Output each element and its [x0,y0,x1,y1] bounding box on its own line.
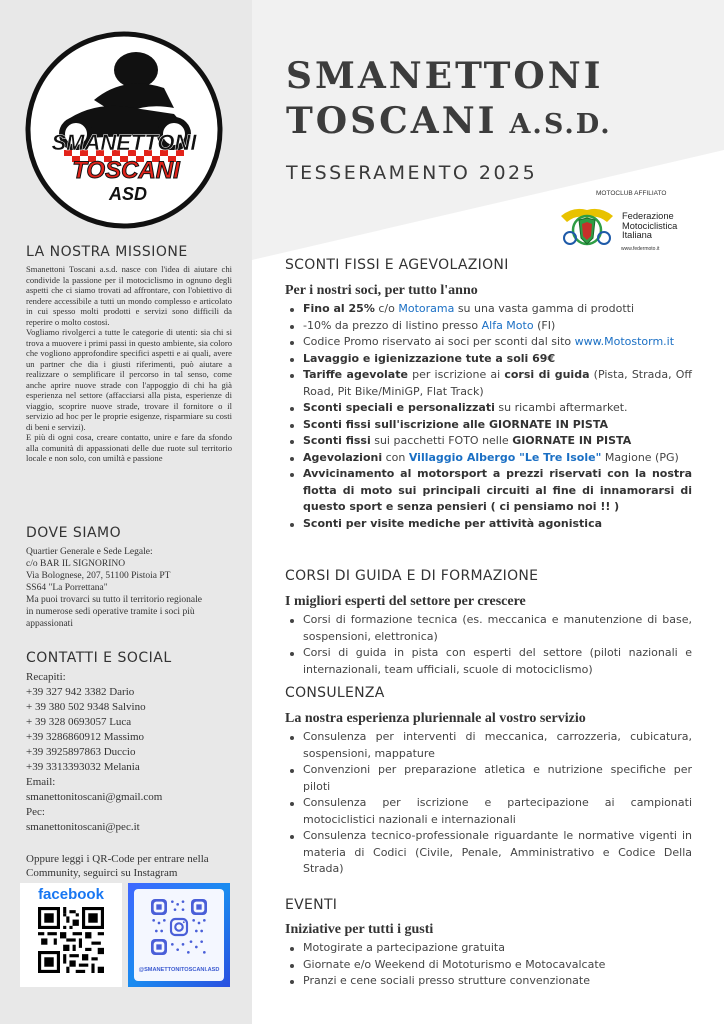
affiliation-label: MOTOCLUB AFFILIATO [596,190,667,197]
qr-note: Oppure leggi i QR-Code per entrare nella Community, seguirci su Instagram [26,853,209,879]
list-item: Corsi di guida in pista con esperti del settore (piloti nazionali e internazionali, team ufficiali, scuole di motociclismo) [287,645,692,678]
pec-label: Pec: [26,806,45,818]
phone-duccio[interactable]: +39 3925897863 Duccio [26,746,136,758]
page-subtitle: TESSERAMENTO 2025 [286,162,538,184]
section-sub-corsi: I migliori esperti del settore per crescere [285,594,526,609]
where-text: Quartier Generale e Sede Legale: c/o BAR IL SIGNORINO Via Bolognese, 207, 51100 Pistoia PT SS64 "La Porrettana" Ma puoi trovarci su tutto il territorio regionale in numerose sedi operative tramite i soci più appassionati [26,547,202,629]
list-item: Sconti fissi sui pacchetti FOTO nelle GIORNATE IN PISTA [287,433,692,450]
section-heading-corsi: CORSI DI GUIDA E DI FORMAZIONE [285,568,539,584]
section-heading-eventi: EVENTI [285,897,338,913]
consulenza-list [287,729,692,878]
sidebar [0,0,252,1024]
contacts-label: Recapiti: [26,671,66,683]
fmi-name: Federazione Motociclistica Italiana [622,211,678,240]
list-item: Motogirate a partecipazione gratuita [287,940,692,957]
section-sub-sconti: Per i nostri soci, per tutto l'anno [285,283,478,298]
email-link[interactable]: smanettonitoscani@gmail.com [26,791,163,803]
section-sub-eventi: Iniziative per tutti i gusti [285,922,434,937]
email-label: Email: [26,776,56,788]
motostorm-link[interactable]: www.Motostorm.it [574,335,675,348]
page-title-line1: SMANETTONI [286,55,604,97]
list-item: Giornate e/o Weekend di Mototurismo e Motocavalcate [287,957,692,974]
mission-text: Smanettoni Toscani a.s.d. nasce con l'idea di aiutare chi condivide la passione per il motociclismo in ognuno degli aspetti che ci siamo trovati ad affrontare, con l'obiettivo di rendere accessibile a tutti un mondo complesso e articolato in cui spesso molti prodotti e servizi sono difficili da reperire o molto costosi. Vogliamo rivolgerci a tutte le categorie di utenti: sia chi si trova a muovere i primi passi in questo ambiente, sia coloro che vogliono approfondire specifici aspetti e ai quali, avere un partner che dia i giusti riferimenti, può aiutare a realizzare o semplificare il percorso in tal senso, come anche aprire nuove strade con l'appoggio di chi ha già esperienza nel settore (affacciarsi alla pista, esperienze di viaggio, scoprire nuove strade, trovare il fornitore o il servizio ad hoc per le proprie esigenze, risparmiare su costi di beni e servizi). E più di ogni cosa, creare contatto, unire e fare da sfondo alla comunità di appassionati delle due ruote sul territorio locale e non solo, con umiltà e passione [26,264,232,463]
motorama-link[interactable]: Motorama [398,302,455,315]
facebook-label: facebook [38,886,104,903]
phone-melania[interactable]: +39 3313393032 Melania [26,761,140,773]
list-item: Codice Promo riservato ai soci per sconti dal sito www.Motostorm.it [287,334,692,351]
list-item: Convenzioni per preparazione atletica e nutrizione specifiche per piloti [287,762,692,795]
instagram-handle: @SMANETTONITOSCANI.ASD [138,967,220,973]
where-heading: DOVE SIAMO [26,525,122,541]
facebook-qr-code [38,907,104,973]
mission-heading: LA NOSTRA MISSIONE [26,244,188,260]
list-item: Consulenza tecnico-professionale riguardante le normative vigenti in materia di Codici (Civile, Penale, Amministrativo e Codice Della Strada) [287,828,692,878]
list-item: Sconti fissi sull'iscrizione alle GIORNATE IN PISTA [287,417,692,434]
section-heading-consulenza: CONSULENZA [285,685,385,701]
facebook-qr[interactable] [20,883,122,987]
list-item: Pranzi e cene sociali presso strutture convenzionate [287,973,692,990]
logo-text-1: SMANETTONI [51,130,197,155]
fmi-logo [557,202,617,254]
list-item: Sconti speciali e personalizzati su ricambi aftermarket. [287,400,692,417]
sconti-list [287,301,692,532]
pec-link[interactable]: smanettonitoscani@pec.it [26,821,140,833]
logo-text-2: TOSCANI [72,157,180,184]
list-item: -10% da prezzo di listino presso Alfa Moto (FI) [287,318,692,335]
contacts-heading: CONTATTI E SOCIAL [26,650,172,666]
club-logo [24,30,224,230]
eventi-list [287,940,692,990]
list-item: Avvicinamento al motorsport a prezzi riservati con la nostra flotta di moto sui principali circuiti al fine di innamorarsi di questo sport e senza pensieri ( ci pensiamo noi !! ) [287,466,692,516]
list-item: Lavaggio e igienizzazione tute a soli 69€ [287,351,692,368]
list-item: Consulenza per interventi di meccanica, carrozzeria, cubicatura, sospensioni, mappature [287,729,692,762]
list-item: Agevolazioni con Villaggio Albergo "Le Tre Isole" Magione (PG) [287,450,692,467]
phone-luca[interactable]: + 39 328 0693057 Luca [26,716,132,728]
villaggio-link[interactable]: Villaggio Albergo "Le Tre Isole" [408,450,602,464]
section-heading-sconti: SCONTI FISSI E AGEVOLAZIONI [285,257,509,273]
instagram-qr-card [134,889,224,981]
fmi-url[interactable]: www.federmoto.it [621,246,660,252]
list-item: Fino al 25% c/o Motorama su una vasta gamma di prodotti [287,301,692,318]
phone-salvino[interactable]: + 39 380 502 9348 Salvino [26,701,146,713]
section-sub-consulenza: La nostra esperienza pluriennale al vostro servizio [285,711,586,726]
phone-dario[interactable]: +39 327 942 3382 Dario [26,686,135,698]
page-title-line2: TOSCANI A.S.D. [286,100,612,142]
instagram-qr-code [151,899,207,955]
corsi-list [287,612,692,678]
list-item: Tariffe agevolate per iscrizione ai corsi di guida (Pista, Strada, Off Road, Pit Bike/MiniGP, Flat Track) [287,367,692,400]
list-item: Consulenza per iscrizione e partecipazione ai campionati motociclistici nazionali e internazionali [287,795,692,828]
alfa-moto-link[interactable]: Alfa Moto [481,318,534,332]
title-suffix: A.S.D. [509,109,612,140]
phone-massimo[interactable]: +39 3286860912 Massimo [26,731,145,743]
list-item: Sconti per visite mediche per attività agonistica [287,516,692,533]
logo-text-3: ASD [108,184,148,204]
instagram-qr[interactable] [128,883,230,987]
list-item: Corsi di formazione tecnica (es. meccanica e manutenzione di base, sospensioni, elettronica) [287,612,692,645]
